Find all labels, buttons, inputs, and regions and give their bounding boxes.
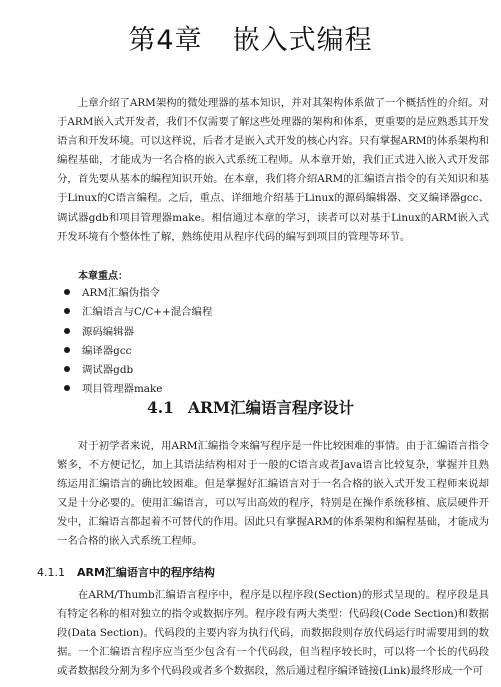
subsection-heading: [37, 564, 215, 580]
list-item: [64, 342, 212, 361]
list-item: [64, 323, 212, 342]
key-points-heading: 本章重点：: [78, 271, 128, 282]
bullet-icon: [64, 289, 70, 295]
section-heading: [0, 396, 501, 418]
intro-paragraph: 上章介绍了ARM架构的微处理器的基本知识，并对其架构体系做了一个概括性的介绍。对于ARM嵌入式开发者，我们不仅需要了解这些处理器的架构和体系，更重要的是应熟悉其开发语言和开发环境。可以这样说，后者才是嵌入式开发的核心内容。只有掌握ARM的体系架构和编程基础，才能成为一名合格的嵌入式系统工程师。从本章开始，我们正式进入嵌入式开发部分，首先要从基本的编程知识开始。在本章，我们将介绍ARM的汇编语言指令的有关知识和基于Linux的C语言编程。之后，重点、详细地介绍基于Linux的源码编辑器、交叉编译器gcc、调试器gdb和项目管理器make。相信通过本章的学习，读者可以对基于Linux的ARM嵌入式开发环境有个整体性了解，熟练使用从程序代码的编写到项目的管理等环节。: [57, 97, 489, 243]
subsection-paragraph: 在ARM/Thumb汇编语言程序中，程序是以程序段(Section)的形式呈现的。程序段是具有特定名称的相对独立的指令或数据序列。程序段有两大类型：代码段(Code Section)和数据段(Data Section)。代码段的主要内容为执行代码，而数据段则存放代码运行时需要用到的数据。一个汇编语言程序应当至少包含有一个代码段，但当程序较长时，可以将一个长的代码段或者数据段分割为多个代码段或者多个数据段，然后通过程序编译链接(Link)最终形成一个可: [57, 589, 489, 678]
bullet-icon: [64, 308, 70, 314]
bullet-icon: [64, 385, 70, 391]
section-number: 4.1: [146, 398, 174, 417]
bullet-icon: [64, 328, 70, 334]
list-item-text: 调试器gdb: [82, 364, 134, 377]
list-item: [64, 303, 212, 322]
chapter-title: [0, 18, 501, 57]
subsection-title: ARM汇编语言中的程序结构: [77, 566, 215, 579]
bullet-icon: [64, 347, 70, 353]
key-points-list: [64, 284, 212, 400]
subsection-number: 4.1.1: [37, 566, 65, 579]
list-item-text: 项目管理器make: [82, 383, 163, 396]
section-paragraph: 对于初学者来说，用ARM汇编指令来编写程序是一件比较困难的事情。由于汇编语言指令繁多，不方便记忆，加上其语法结构相对于一般的C语言或者Java语言比较复杂，掌握并且熟练运用汇编语言的确比较困难。但是掌握好汇编语言对于一名合格的嵌入式开发工程师来说却又是十分必要的。使用汇编语言，可以写出高效的程序，特别是在操作系统移植、底层硬件开发中，汇编语言都起着不可替代的作用。因此只有掌握ARM的体系架构和编程基础，才能成为一名合格的嵌入式系统工程师。: [57, 440, 489, 548]
list-item: [64, 361, 212, 380]
list-item-text: 汇编语言与C/C++混合编程: [82, 306, 213, 319]
list-item: [64, 284, 212, 303]
bullet-icon: [64, 366, 70, 372]
chapter-name: 嵌入式编程: [232, 25, 373, 56]
list-item-text: 编译器gcc: [82, 344, 132, 357]
list-item-text: 源码编辑器: [82, 325, 134, 338]
chapter-number: 第4章: [128, 25, 203, 56]
section-title: ARM汇编语言程序设计: [187, 398, 355, 417]
list-item-text: ARM汇编伪指令: [82, 287, 160, 299]
